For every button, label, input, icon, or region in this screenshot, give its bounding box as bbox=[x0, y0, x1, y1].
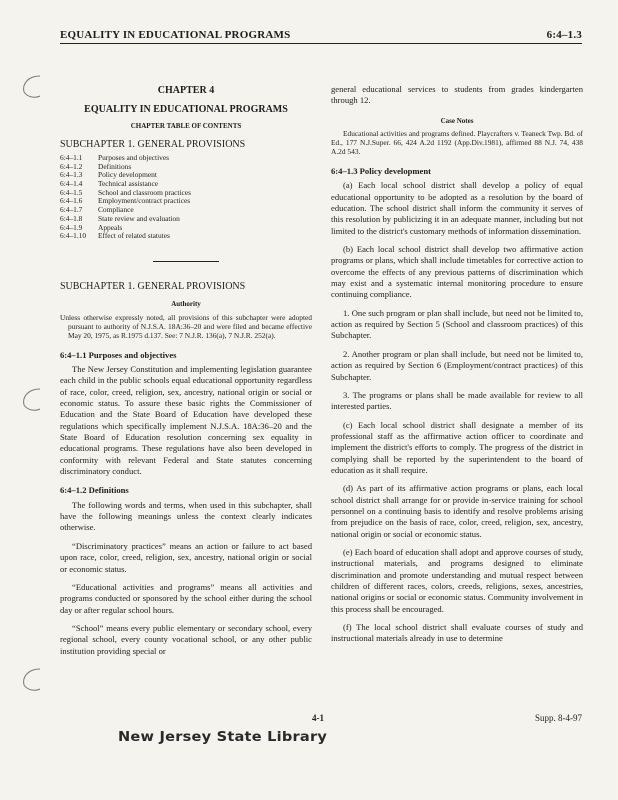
paragraph-d: (d) As part of its affirmative action programs or plans, each local school district shall arrange for or provide in-service training for school personnel on a continuing basis to identify and resolve problems arising from prejudice on the basis of race, color, creed, religion, sex, ancestry, national origin or social or economic status. bbox=[331, 483, 583, 539]
paragraph-b: (b) Each local school district shall develop two affirmative action programs or plans, which shall include timetables for corrective action to overcome the effects of any previous patterns of discrimination which may exist and a systematic internal monitoring procedure to ensure continuing compliance. bbox=[331, 244, 583, 300]
toc-entry: 6:4–1.2 Definitions bbox=[60, 161, 132, 171]
section-divider bbox=[153, 261, 219, 262]
punch-hole-mark bbox=[10, 385, 50, 415]
header-section-number: 6:4–1.3 bbox=[546, 29, 582, 41]
paragraph-a: (a) Each local school district shall develop a policy of equal educational opportunity to be adopted as a resolution by the board of education. The school district shall inform the community it serves of this resolution by publicizing it in an adequate manner, including but not limited to the district's customary methods of information dissemination. bbox=[331, 180, 583, 236]
subchapter-heading: SUBCHAPTER 1. GENERAL PROVISIONS bbox=[60, 281, 246, 293]
toc-entry: 6:4–1.10 Effect of related statutes bbox=[60, 231, 170, 241]
paragraph-b-1: 1. One such program or plan shall include, but need not be limited to, action as required by Section 5 (School and classroom practices) of this Subchapter. bbox=[331, 307, 583, 341]
toc-subchapter-heading: SUBCHAPTER 1. GENERAL PROVISIONS bbox=[60, 138, 246, 150]
toc-entry: 6:4–1.4 Technical assistance bbox=[60, 179, 159, 188]
toc-entry: 6:4–1.9 Appeals bbox=[60, 222, 123, 232]
punch-hole-mark bbox=[10, 665, 50, 695]
chapter-number: CHAPTER 4 bbox=[157, 85, 215, 96]
case-notes-title: Case Notes bbox=[440, 116, 474, 125]
case-notes-text: Educational activities and programs defined. Playcrafters v. Teaneck Twp. Bd. of Ed., 177 N.J.Super. 66, 424 A.2d 1192 (App.Div.1981), affirmed 88 N.J. 74, 438 A.2d 543. bbox=[331, 128, 583, 156]
toc-entry: 6:4–1.8 State review and evaluation bbox=[60, 213, 180, 223]
toc-title: CHAPTER TABLE OF CONTENTS bbox=[130, 122, 242, 131]
definition-school-continued: general educational services to students from grades kindergarten through 12. bbox=[331, 84, 583, 106]
paragraph-b-2: 2. Another program or plan shall include, but need not be limited to, action as required by Section 6 (Employment/contract practices) of this Subchapter. bbox=[331, 348, 583, 382]
paragraph-c: (c) Each local school district shall designate a member of its professional staff as the affirmative action officer to coordinate and implement the district's efforts to comply. The progress of the district in complying shall be reported by the superintendent to the board of education as it shall require. bbox=[331, 419, 583, 475]
table-of-contents bbox=[60, 154, 312, 241]
section-title-1-3: 6:4–1.3 Policy development bbox=[331, 166, 432, 177]
left-column bbox=[60, 66, 312, 664]
supplement-date: Supp. 8-4-97 bbox=[535, 713, 582, 723]
definitions-intro: The following words and terms, when used in this subchapter, shall have the following meanings unless the context clearly indicates otherwise. bbox=[60, 499, 312, 533]
running-header bbox=[60, 29, 582, 44]
toc-entry: 6:4–1.6 Employment/contract practices bbox=[60, 196, 191, 206]
section-title-1-1: 6:4–1.1 Purposes and objectives bbox=[60, 349, 177, 360]
paragraph-e: (e) Each board of education shall adopt and approve courses of study, instructional materials, and programs designed to eliminate discrimination and promote understanding and mutual respect between children of different races, colors, creeds, religions, sexes, ancestries, national origins or social or economic status. Community involvement in this process shall be encouraged. bbox=[331, 546, 583, 614]
toc-entry: 6:4–1.5 School and classroom practices bbox=[60, 187, 191, 197]
paragraph-b-3: 3. The programs or plans shall be made available for review to all interested parties. bbox=[331, 389, 583, 412]
chapter-title: EQUALITY IN EDUCATIONAL PROGRAMS bbox=[84, 104, 288, 116]
library-stamp: New Jersey State Library bbox=[118, 730, 328, 745]
toc-entry: 6:4–1.3 Policy development bbox=[60, 170, 157, 180]
toc-entry: 6:4–1.7 Compliance bbox=[60, 205, 134, 215]
toc-entry: 6:4–1.1 Purposes and objectives bbox=[60, 152, 170, 162]
punch-hole-mark bbox=[10, 72, 50, 102]
section-text-1-1: The New Jersey Constitution and implementing legislation guarantee each child in the public schools equal educational opportunity regardless of race, color, creed, religion, sex, ancestry, national origin or social or economic status. To assure these basic rights the Commissioner of Education and the State Board of Education have developed these regulations which specifically implement N.J.S.A. 18A:36–20 and the State Board of Education resolution concerning sex equality in educational programs. These regulations have also been developed in conformity with relevant Federal and State statutes concerning discriminatory conduct. bbox=[60, 364, 312, 477]
section-title-1-2: 6:4–1.2 Definitions bbox=[60, 485, 129, 496]
authority-title: Authority bbox=[171, 300, 201, 309]
header-title: EQUALITY IN EDUCATIONAL PROGRAMS bbox=[60, 29, 291, 41]
authority-text: Unless otherwise expressly noted, all provisions of this subchapter were adopted pursuant to authority of N.J.S.A. 18A:36–20 and were filed and became effective May 20, 1975, as R.1975 d.137. See: 7 N.J.R. 136(a), 7 N.J.R. 252(a). bbox=[60, 312, 312, 340]
right-column bbox=[331, 84, 583, 652]
definition-school: “School” means every public elementary or secondary school, every regional school, every county vocational school, or any other public institution providing special or bbox=[60, 622, 312, 656]
page-number: 4-1 bbox=[312, 713, 324, 723]
paragraph-f: (f) The local school district shall evaluate courses of study and instructional materials already in use to determine bbox=[331, 622, 583, 644]
definition-educational-activities: “Educational activities and programs” means all activities and programs conducted or sponsored by the school either during the school day or after regular school hours. bbox=[60, 581, 312, 615]
definition-discriminatory-practices: “Discriminatory practices” means an action or failure to act based upon race, color, creed, religion, sex, ancestry, national origin or social or economic status. bbox=[60, 540, 312, 574]
